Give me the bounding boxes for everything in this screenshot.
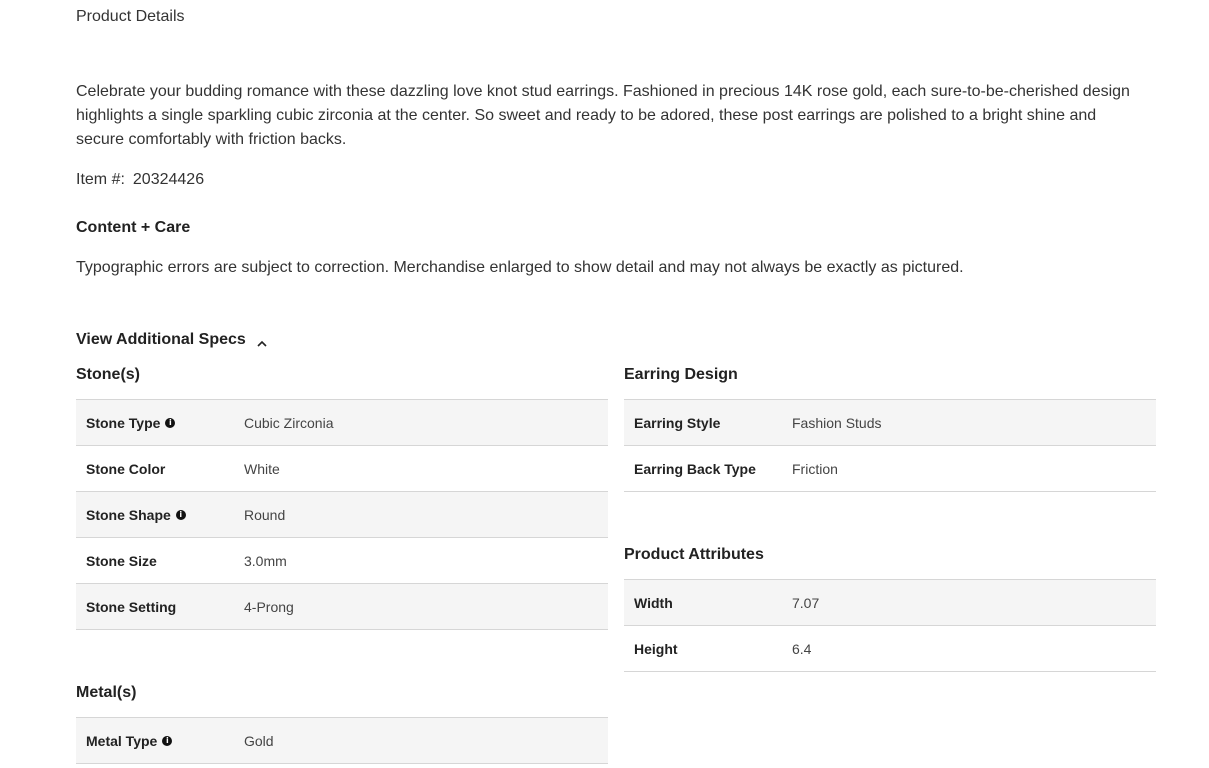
earring-design-title: Earring Design <box>624 366 738 383</box>
metals-table <box>76 717 608 764</box>
spec-label: Height <box>634 640 678 657</box>
metals-spec-group <box>76 681 608 764</box>
spec-row-metal-type <box>76 718 608 764</box>
item-number-label: Item #: <box>76 171 125 188</box>
chevron-up-icon <box>256 334 268 346</box>
item-number-value: 20324426 <box>132 171 205 188</box>
spec-label: Earring Back Type <box>634 460 756 477</box>
spec-row-earring-style <box>624 400 1156 446</box>
spec-label: Stone Size <box>86 552 157 569</box>
spec-value: 4-Prong <box>244 598 294 615</box>
spec-label: Stone Type <box>86 414 161 431</box>
info-icon[interactable]: i <box>165 418 175 428</box>
stones-spec-group <box>76 363 608 630</box>
view-additional-specs-toggle[interactable] <box>76 328 268 352</box>
product-attributes-table <box>624 579 1156 672</box>
spec-label: Stone Setting <box>86 598 177 615</box>
spec-row-earring-back-type <box>624 446 1156 492</box>
spec-label: Earring Style <box>634 414 721 431</box>
spec-value: Round <box>244 506 286 523</box>
item-number <box>76 168 204 192</box>
spec-row-stone-shape <box>76 492 608 538</box>
product-description: Celebrate your budding romance with these dazzling love knot stud earrings. Fashioned in precious 14K rose gold, each sure-to-be-cherished design highlights a single sparkling cubic zirconia at the center. So sweet and ready to be adored, these post earrings are polished to a bright shine and secure comfortably with friction backs. <box>76 83 1130 148</box>
spec-row-width <box>624 580 1156 626</box>
earring-design-table <box>624 399 1156 492</box>
spec-label: Width <box>634 594 673 611</box>
spec-value: 7.07 <box>792 594 820 611</box>
view-additional-specs-label: View Additional Specs <box>76 331 246 348</box>
spec-value: 6.4 <box>792 640 812 657</box>
product-attributes-title: Product Attributes <box>624 546 764 563</box>
spec-row-stone-size <box>76 538 608 584</box>
spec-value: White <box>244 460 280 477</box>
metals-title: Metal(s) <box>76 684 137 701</box>
spec-row-stone-type <box>76 400 608 446</box>
content-care-text: Typographic errors are subject to correction. Merchandise enlarged to show detail and may not always be exactly as pictured. <box>76 259 964 276</box>
product-attributes-spec-group <box>624 543 1156 672</box>
spec-value: 3.0mm <box>244 552 287 569</box>
spec-value: Friction <box>792 460 838 477</box>
stones-title: Stone(s) <box>76 366 140 383</box>
spec-row-height <box>624 626 1156 672</box>
spec-row-stone-setting <box>76 584 608 630</box>
earring-design-spec-group <box>624 363 1156 492</box>
spec-label: Stone Color <box>86 460 166 477</box>
spec-value: Gold <box>244 732 274 749</box>
spec-label: Stone Shape <box>86 506 171 523</box>
info-icon[interactable]: i <box>162 736 172 746</box>
spec-label: Metal Type <box>86 732 158 749</box>
spec-value: Cubic Zirconia <box>244 414 334 431</box>
spec-value: Fashion Studs <box>792 414 882 431</box>
stones-table <box>76 399 608 630</box>
section-title: Product Details <box>76 8 185 25</box>
spec-row-stone-color <box>76 446 608 492</box>
content-care-heading: Content + Care <box>76 219 191 236</box>
info-icon[interactable]: i <box>176 510 186 520</box>
